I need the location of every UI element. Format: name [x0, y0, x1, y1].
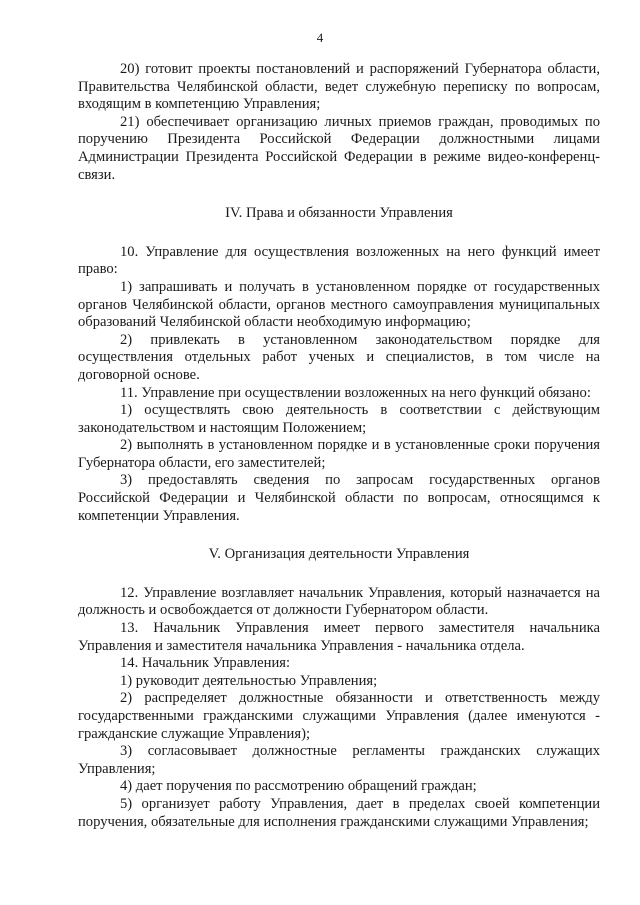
paragraph-11-item-1: 1) осуществлять свою деятельность в соответствии с действующим законодательством и настоящим Положением;	[78, 402, 600, 436]
paragraph-10-item-1: 1) запрашивать и получать в установленном порядке от государственных органов Челябинской области, органов местного самоуправления муниципальных образований Челябинской области необходимую информацию;	[78, 278, 600, 331]
paragraph-14-item-4: 4) дает поручения по рассмотрению обращений граждан;	[120, 778, 477, 795]
page-number: 4	[316, 30, 324, 45]
paragraph-21: 21) обеспечивает организацию личных приемов граждан, проводимых по поручению Президента Российской Федерации должностными лицами Администрации Президента Российской Федерации в режиме видео-конференц-связи.	[78, 113, 600, 183]
paragraph-12: 12. Управление возглавляет начальник Управления, который назначается на должность и освобождается от должности Губернатором области.	[78, 584, 600, 619]
document-body	[78, 61, 600, 831]
section-heading-iv: IV. Права и обязанности Управления	[225, 205, 453, 222]
paragraph-11: 11. Управление при осуществлении возложенных на него функций обязано:	[120, 384, 591, 401]
paragraph-14-item-1: 1) руководит деятельностью Управления;	[120, 672, 378, 689]
paragraph-13: 13. Начальник Управления имеет первого заместителя начальника Управления и заместителя начальника Управления - начальника отдела.	[78, 620, 600, 654]
paragraph-10-item-2: 2) привлекать в установленном законодательством порядке для осуществления отдельных работ ученых и специалистов, в том числе на договорной основе.	[78, 331, 600, 383]
paragraph-14-item-5: 5) организует работу Управления, дает в пределах своей компетенции поручения, обязательные для исполнения гражданскими служащими Управления;	[78, 795, 600, 830]
paragraph-10: 10. Управление для осуществления возложенных на него функций имеет право:	[78, 243, 600, 278]
paragraph-14: 14. Начальник Управления:	[120, 655, 291, 672]
paragraph-14-item-2: 2) распределяет должностные обязанности и ответственность между государственными гражданскими служащими Управления (далее именуются - гражданские служащие Управления);	[78, 690, 600, 742]
paragraph-14-item-3: 3) согласовывает должностные регламенты гражданских служащих Управления;	[78, 743, 600, 777]
section-heading-v: V. Организация деятельности Управления	[208, 546, 470, 563]
paragraph-20: 20) готовит проекты постановлений и распоряжений Губернатора области, Правительства Челябинской области, ведет служебную переписку по вопросам, входящим в компетенцию Управления;	[78, 61, 600, 113]
paragraph-11-item-3: 3) предоставлять сведения по запросам государственных органов Российской Федерации и Челябинской области по вопросам, относящимся к компетенции Управления.	[78, 472, 600, 524]
paragraph-11-item-2: 2) выполнять в установленном порядке и в установленные сроки поручения Губернатора области, его заместителей;	[78, 437, 600, 471]
